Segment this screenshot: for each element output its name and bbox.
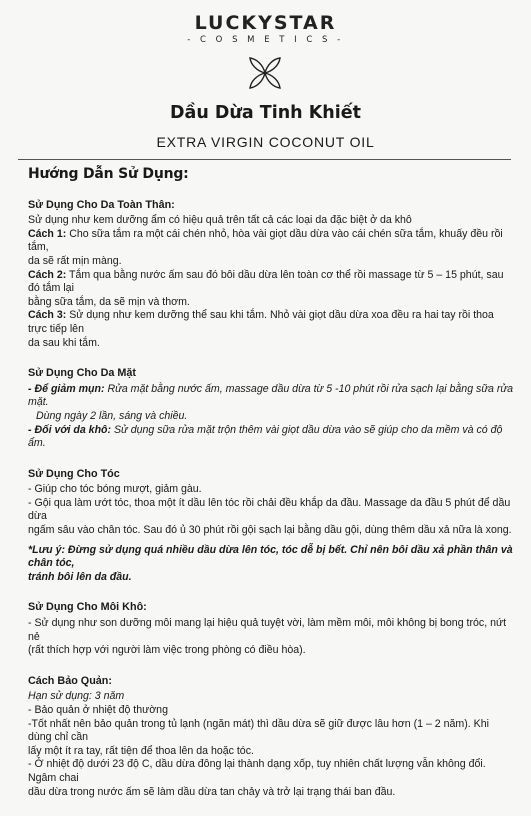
face-acne bbox=[28, 383, 513, 410]
hair-note-cont: tránh bôi lên da đầu. bbox=[28, 570, 132, 583]
method-1 bbox=[28, 228, 513, 255]
section-heading: Sử Dụng Cho Da Toàn Thân: bbox=[28, 198, 175, 211]
section-heading: Cách Bảo Quản: bbox=[28, 674, 112, 687]
face-dry-label: - Đối với da khô: bbox=[28, 423, 112, 436]
body-intro: Sử dụng như kem dưỡng ẩm có hiệu quả trên tất cả các loại da đặc biệt ở da khô bbox=[28, 214, 412, 227]
storage-line: dầu dừa trong nước ấm sẽ làm dầu dừa tan chảy và trở lại trạng thái ban đầu. bbox=[28, 785, 396, 798]
face-acne-label: - Để giảm mụn: bbox=[28, 382, 105, 395]
instructions bbox=[28, 168, 513, 816]
method-1-cont: da sẽ rất mịn màng. bbox=[28, 254, 122, 267]
method-2 bbox=[28, 269, 513, 296]
star-petal-logo-icon bbox=[247, 55, 283, 91]
product-subtitle: EXTRA VIRGIN COCONUT OIL bbox=[156, 134, 375, 150]
storage-line: -Tốt nhất nên bảo quản trong tủ lạnh (ngăn mát) thì dầu dừa sẽ giữ được lâu hơn (1 – 2 năm). Khi dùng chỉ cần bbox=[28, 717, 489, 744]
lips-line: (rất thích hợp với người làm việc trong phòng có điều hòa). bbox=[28, 644, 306, 657]
method-2-cont: bằng sữa tắm, da sẽ mịn và thơm. bbox=[28, 295, 190, 308]
section-heading: Sử Dụng Cho Tóc bbox=[28, 467, 120, 480]
hair-line: - Gội qua làm ướt tóc, thoa một ít dầu lên tóc rồi chải đều khắp da đầu. Massage da đầu 5 phút để dầu dừa bbox=[28, 496, 511, 523]
section-heading: Sử Dụng Cho Da Mặt bbox=[28, 367, 136, 380]
method-3 bbox=[28, 309, 513, 336]
face-acne-cont: Dùng ngày 2 lần, sáng và chiều. bbox=[36, 409, 188, 422]
method-3-cont: da sau khi tắm. bbox=[28, 336, 100, 349]
brand-name: LUCKYSTAR bbox=[194, 12, 337, 34]
face-dry-text: Sử dụng sữa rửa mặt trộn thêm vài giọt dầu dừa vào sẽ giúp cho da mềm và có độ ẩm. bbox=[28, 423, 503, 450]
shelf-life: Hạn sử dụng: 3 năm bbox=[28, 690, 125, 703]
section-storage bbox=[28, 675, 513, 799]
hair-line: ngấm sâu vào chân tóc. Sau đó ủ 30 phút rồi gội sạch lại bằng dầu gội, dùng thêm dầu xả nữa là xong. bbox=[28, 524, 512, 537]
divider bbox=[18, 159, 511, 160]
method-label: Cách 3: bbox=[28, 309, 67, 322]
method-text: Tắm qua bằng nước ấm sau đó bôi dầu dừa lên toàn cơ thể rồi massage từ 5 – 15 phút, sau đó tắm lại bbox=[28, 268, 504, 295]
method-text: Sử dụng như kem dưỡng thể sau khi tắm. Nhỏ vài giọt dầu dừa xoa đều ra hai tay rồi thoa trực tiếp lên bbox=[28, 309, 494, 335]
storage-line: - Bảo quản ở nhiệt độ thường bbox=[28, 704, 168, 716]
face-dry bbox=[28, 424, 513, 451]
storage-line: - Ở nhiệt độ dưới 23 độ C, dầu dừa đông lại thành dạng xốp, tuy nhiên chất lượng vẫn không đổi. Ngâm chai bbox=[28, 758, 486, 784]
hair-line: - Giúp cho tóc bóng mượt, giảm gàu. bbox=[28, 483, 202, 496]
guide-heading: Hướng Dẫn Sử Dụng: bbox=[28, 166, 189, 182]
storage-line: lấy một ít ra tay, rất tiện để thoa lên da hoặc tóc. bbox=[28, 744, 254, 757]
method-text: Cho sữa tắm ra một cái chén nhỏ, hòa vài giọt dầu dừa vào cái chén sữa tắm, khuấy đều rồi tắm, bbox=[28, 227, 503, 254]
section-face bbox=[28, 367, 513, 451]
lips-line: - Sử dụng như son dưỡng môi mang lại hiệu quả tuyệt vời, làm mềm môi, môi không bị bong tróc, nứt nẻ bbox=[28, 617, 507, 643]
face-acne-text: Rửa mặt bằng nước ấm, massage dầu dừa từ 5 -10 phút rồi rửa sạch lại bằng sữa rửa mặt. bbox=[28, 382, 514, 409]
method-label: Cách 2: bbox=[28, 268, 67, 281]
section-lips bbox=[28, 601, 513, 657]
method-label: Cách 1: bbox=[28, 227, 67, 240]
section-hair bbox=[28, 468, 513, 585]
section-heading: Sử Dụng Cho Môi Khô: bbox=[28, 601, 147, 614]
brand-header bbox=[0, 12, 531, 45]
brand-subtitle: - C O S M E T I C S - bbox=[187, 35, 344, 45]
hair-note: *Lưu ý: Đừng sử dụng quá nhiều dầu dừa lên tóc, tóc dễ bị bết. Chỉ nên bôi dầu xả phần thân và chân tóc, bbox=[28, 543, 513, 570]
section-body bbox=[28, 199, 513, 351]
product-title: Dầu Dừa Tinh Khiết bbox=[170, 103, 361, 123]
